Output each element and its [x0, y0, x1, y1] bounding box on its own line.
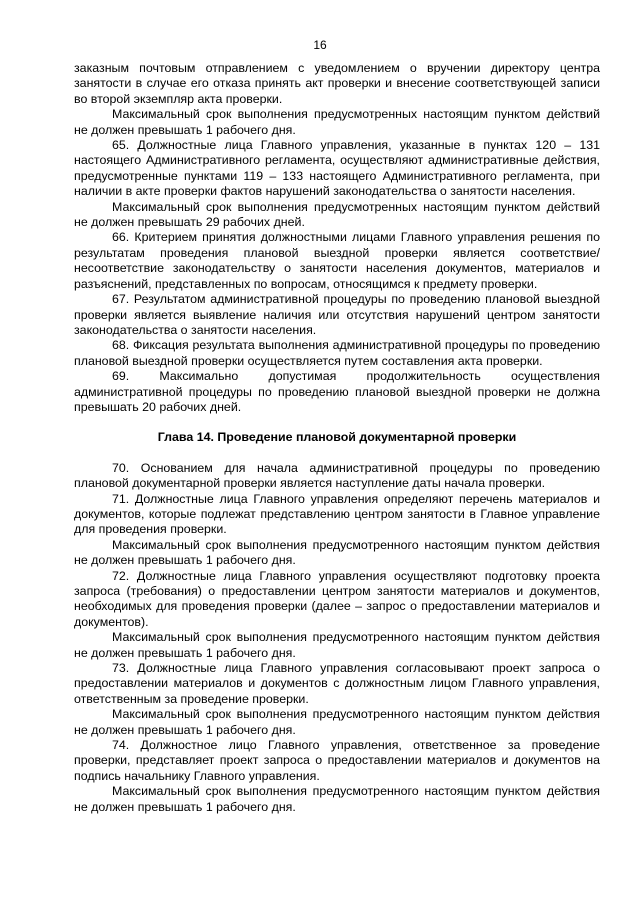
paragraph: 70. Основанием для начала административной процедуры по проведению плановой документарной проверки является наступление даты начала проверки. — [74, 460, 600, 491]
chapter-heading: Глава 14. Проведение плановой документарной проверки — [157, 430, 517, 445]
paragraph: 67. Результатом административной процедуры по проведению плановой выездной проверки является выявление наличия или отсутствия нарушений центром занятости законодательства о занятости населения. — [74, 292, 600, 337]
paragraph: Максимальный срок выполнения предусмотренного настоящим пунктом действия не должен превышать 1 рабочего дня. — [74, 784, 600, 814]
document-body — [74, 61, 600, 815]
paragraph: Максимальный срок выполнения предусмотренных настоящим пунктом действий не должен превышать 1 рабочего дня. — [74, 107, 600, 137]
paragraph: 68. Фиксация результата выполнения административной процедуры по проведению плановой выездной проверки осуществляется путем составления акта проверки. — [74, 338, 600, 368]
paragraphs-after-heading — [74, 461, 600, 815]
paragraph: 72. Должностные лица Главного управления осуществляют подготовку проекта запроса (требования) о предоставлении центром занятости материалов и документов, необходимых для проведения проверки (далее – запрос о предоставлении материалов и документов). — [74, 568, 600, 629]
paragraph: 69. Максимально допустимая продолжительность осуществления административной процедуры по проведению плановой выездной проверки не должна превышать 20 рабочих дней. — [74, 369, 600, 414]
paragraph: Максимальный срок выполнения предусмотренного настоящим пунктом действия не должен превышать 1 рабочего дня. — [74, 537, 600, 568]
paragraph: заказным почтовым отправлением с уведомлением о вручении директору центра занятости в случае его отказа принять акт проверки и внесение соответствующей записи во второй экземпляр акта проверки. — [74, 61, 600, 106]
paragraph: 74. Должностное лицо Главного управления, ответственное за проведение проверки, представляет проект запроса о предоставлении материалов и документов на подпись начальнику Главного управления. — [74, 738, 600, 783]
paragraph: Максимальный срок выполнения предусмотренного настоящим пунктом действия не должен превышать 1 рабочего дня. — [74, 707, 600, 737]
page-number: 16 — [313, 38, 327, 52]
paragraph: Максимальный срок выполнения предусмотренных настоящим пунктом действий не должен превышать 29 рабочих дней. — [74, 199, 600, 230]
paragraph: Максимальный срок выполнения предусмотренного настоящим пунктом действия не должен превышать 1 рабочего дня. — [74, 630, 600, 660]
paragraphs-before-heading — [74, 61, 600, 415]
paragraph: 66. Критерием принятия должностными лицами Главного управления решения по результатам проведения плановой выездной проверки является соответствие/несоответствие законодательству о занятости населения документов, материалов и разъяснений, представленных по вопросам, относящимся к предмету проверки. — [74, 230, 600, 291]
paragraph: 71. Должностные лица Главного управления определяют перечень материалов и документов, которые подлежат представлению центром занятости в Главное управление для проведения проверки. — [74, 491, 600, 537]
paragraph: 73. Должностные лица Главного управления согласовывают проект запроса о предоставлении материалов и документов с должностным лицом Главного управления, ответственным за проведение проверки. — [74, 661, 600, 706]
paragraph: 65. Должностные лица Главного управления, указанные в пунктах 120 – 131 настоящего Административного регламента, осуществляют административные действия, предусмотренные пунктами 119 – 133 настоящего Административного регламента, при наличии в акте проверки фактов нарушений законодательства о занятости населения. — [74, 138, 600, 199]
